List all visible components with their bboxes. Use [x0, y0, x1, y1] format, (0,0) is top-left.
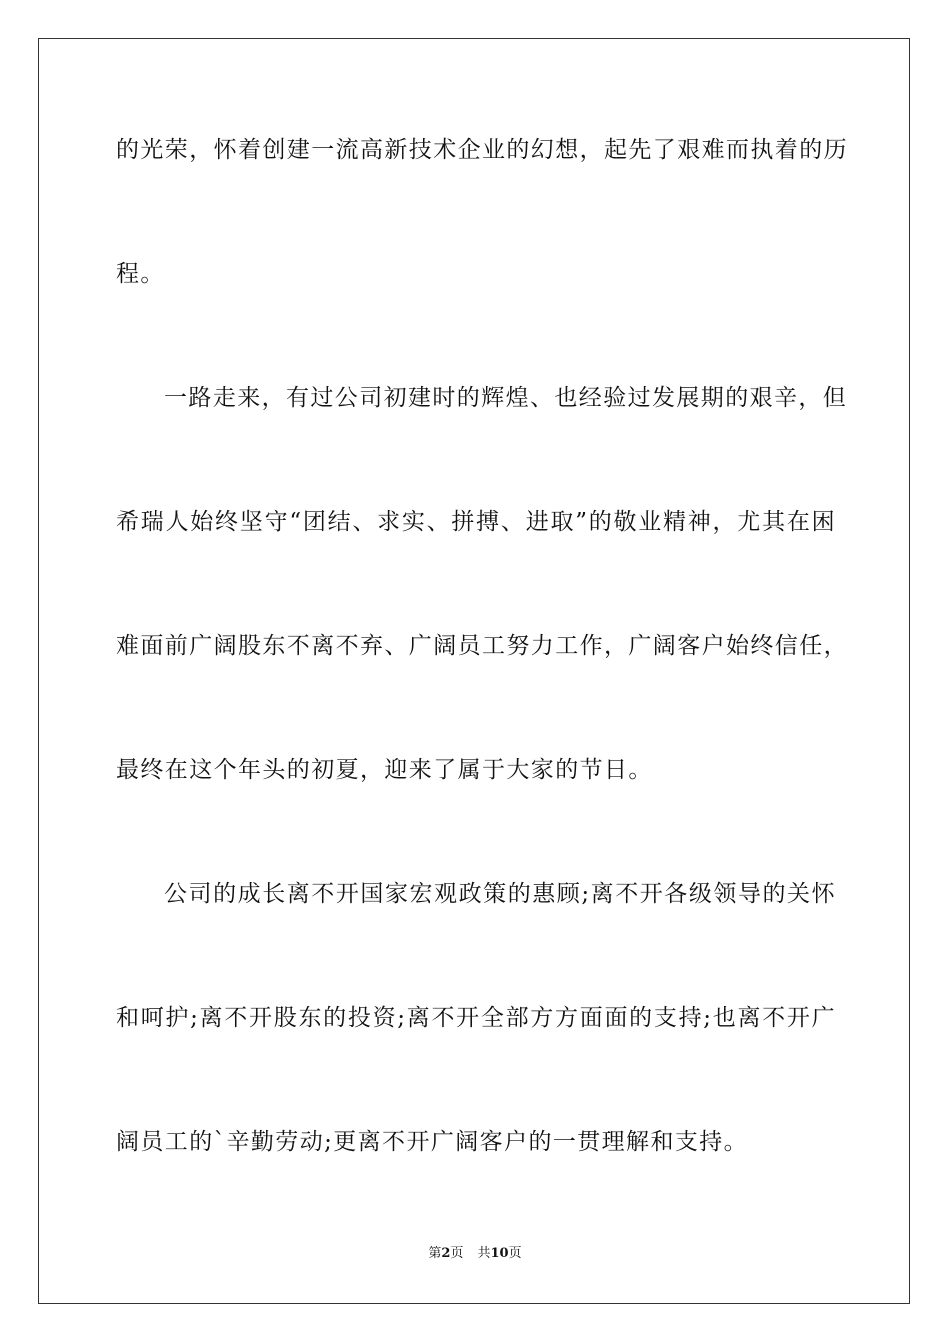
text-line-1: 的光荣，怀着创建一流高新技术企业的幻想，起先了艰难而执着的历: [116, 137, 848, 163]
footer-total-prefix: 共: [477, 1246, 491, 1261]
page-border: [38, 38, 910, 1304]
text-line-2: 程。: [116, 261, 165, 287]
footer-total-pages: 10: [490, 1246, 509, 1261]
footer-page-suffix: 页: [450, 1246, 464, 1261]
text-line-4: 希瑞人始终坚守“团结、求实、拼搏、进取”的敬业精神，尤其在困: [116, 509, 836, 535]
text-line-9: 阔员工的`辛勤劳动;更离不开广阔客户的一贯理解和支持。: [116, 1129, 749, 1155]
footer-page-prefix: 第: [428, 1246, 442, 1261]
footer-page-number: 2: [441, 1246, 451, 1261]
text-line-7: 公司的成长离不开国家宏观政策的惠顾;离不开各级领导的关怀: [164, 881, 836, 907]
text-line-5: 难面前广阔股东不离不弃、广阔员工努力工作，广阔客户始终信任，: [116, 633, 848, 659]
page-footer: [0, 1245, 950, 1263]
text-line-6: 最终在这个年头的初夏，迎来了属于大家的节日。: [116, 757, 653, 783]
text-line-3: 一路走来，有过公司初建时的辉煌、也经验过发展期的艰辛，但: [164, 385, 848, 411]
text-line-8: 和呵护;离不开股东的投资;离不开全部方方面面的支持;也离不开广: [116, 1005, 836, 1031]
footer-total-suffix: 页: [508, 1246, 522, 1261]
